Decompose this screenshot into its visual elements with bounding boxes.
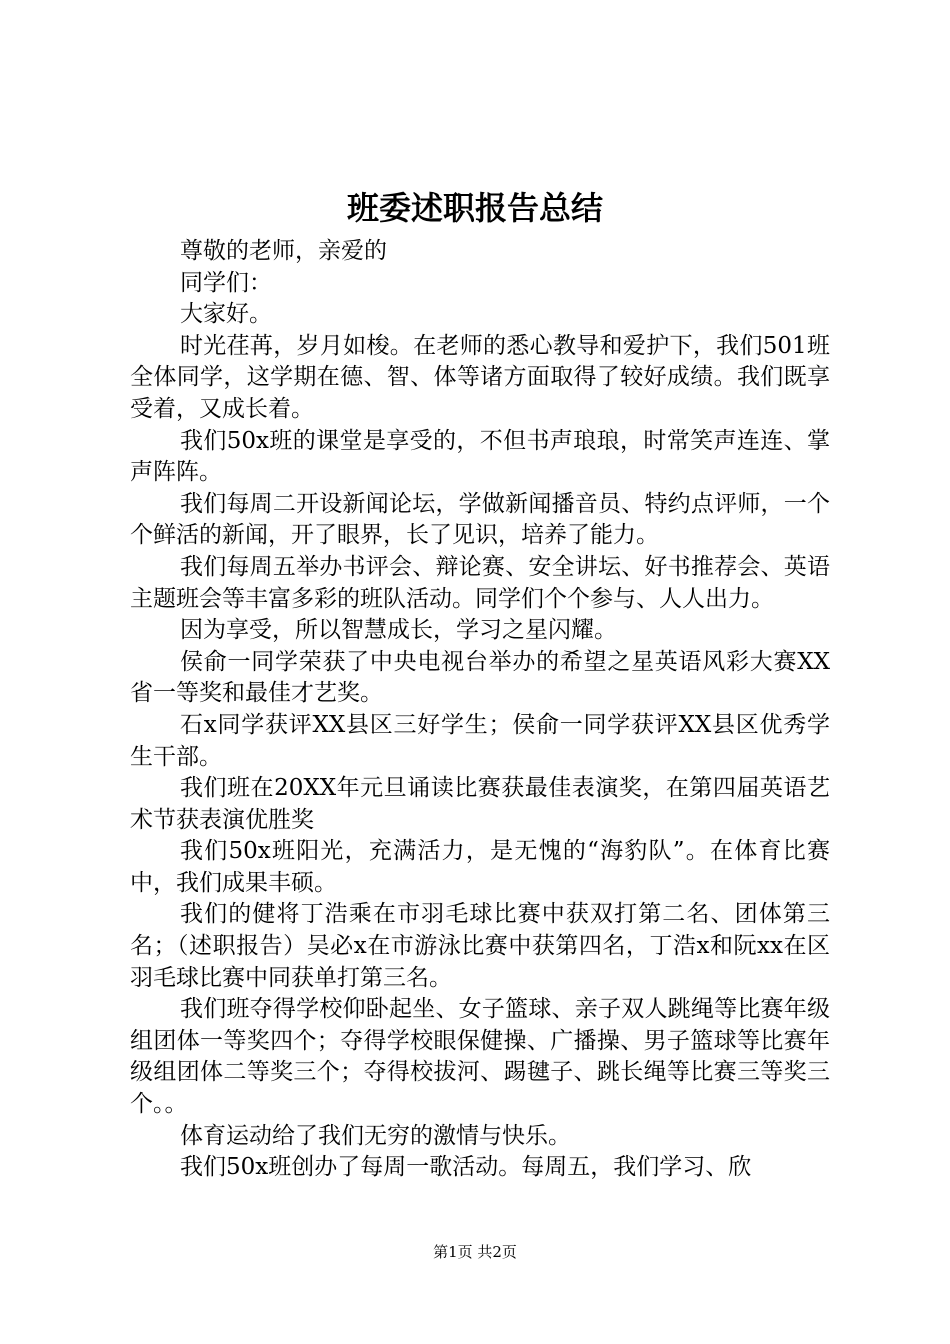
paragraph: 石x同学获评XX县区三好学生；侯俞一同学获评XX县区优秀学生干部。 <box>130 711 830 770</box>
paragraph: 我们班夺得学校仰卧起坐、女子篮球、亲子双人跳绳等比赛年级组团体一等奖四个；夺得学校眼保健操、广播操、男子篮球等比赛年级组团体二等奖三个；夺得校拔河、踢毽子、跳长绳等比赛三等奖三个。。 <box>130 996 830 1118</box>
document-body <box>130 236 830 1184</box>
paragraph: 我们的健将丁浩乘在市羽毛球比赛中获双打第二名、团体第三名；（述职报告）吴必x在市游泳比赛中获第四名，丁浩x和阮xx在区羽毛球比赛中同获单打第三名。 <box>130 901 830 991</box>
paragraph: 因为享受，所以智慧成长，学习之星闪耀。 <box>180 617 617 644</box>
paragraph-greeting: 尊敬的老师，亲爱的 <box>180 238 387 264</box>
paragraph: 我们50x班的课堂是享受的，不但书声琅琅，时常笑声连连、掌声阵阵。 <box>130 427 830 486</box>
paragraph-hello: 大家好。 <box>180 301 272 328</box>
paragraph: 我们50x班创办了每周一歌活动。每周五，我们学习、欣 <box>180 1154 752 1181</box>
paragraph: 侯俞一同学荣获了中央电视台举办的希望之星英语风彩大赛XX省一等奖和最佳才艺奖。 <box>130 648 830 707</box>
paragraph: 我们50x班阳光，充满活力，是无愧的“海豹队”。在体育比赛中，我们成果丰硕。 <box>130 838 830 896</box>
page-number-footer: 第1页 共2页 <box>433 1243 517 1261</box>
paragraph: 我们每周五举办书评会、辩论赛、安全讲坛、好书推荐会、英语主题班会等丰富多彩的班队活动。同学们个个参与、人人出力。 <box>130 553 830 612</box>
paragraph-greeting-cont: 同学们： <box>180 269 272 296</box>
paragraph: 我们每周二开设新闻论坛，学做新闻播音员、特约点评师，一个个鲜活的新闻，开了眼界，长了见识，培养了能力。 <box>130 490 830 549</box>
paragraph: 我们班在20XX年元旦诵读比赛获最佳表演奖，在第四届英语艺术节获表演优胜奖 <box>130 775 830 833</box>
paragraph: 时光荏苒，岁月如梭。在老师的悉心教导和爱护下，我们501班全体同学，这学期在德、智、体等诸方面取得了较好成绩。我们既享受着，又成长着。 <box>130 332 830 422</box>
paragraph: 体育运动给了我们无穷的激情与快乐。 <box>180 1122 571 1149</box>
document-title: 班委述职报告总结 <box>346 189 603 227</box>
